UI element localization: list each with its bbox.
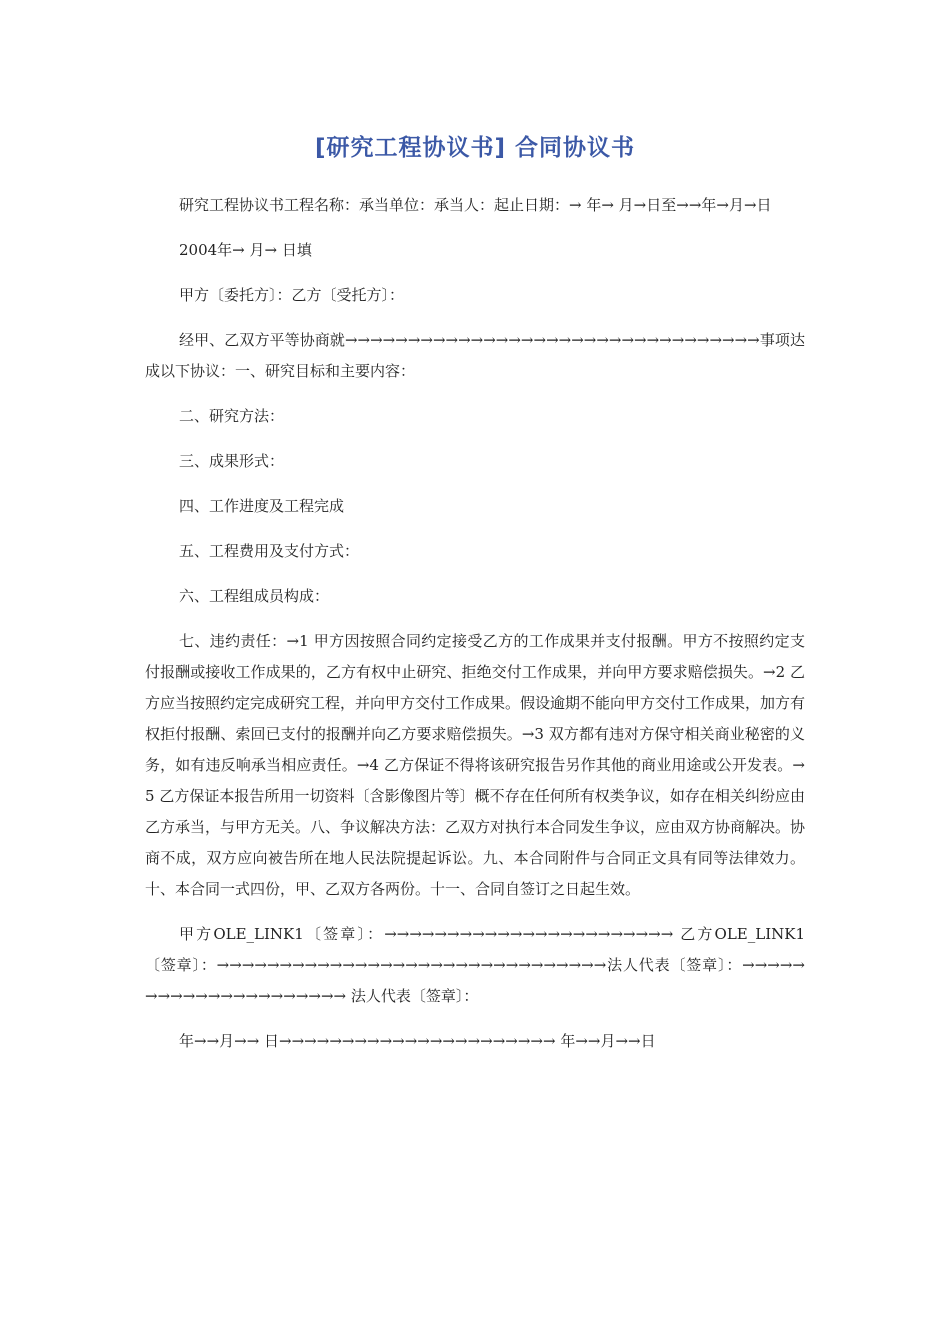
- fill-date-paragraph: 2004年→ 月→ 日填: [179, 241, 312, 259]
- research-method-heading: 二、研究方法：: [179, 407, 285, 425]
- project-cost-heading: 五、工程费用及支付方式：: [179, 542, 360, 560]
- signature-paragraph: 甲方OLE_LINK1〔签章〕：→→→→→→→→→→→→→→→→→→→→→→→ 乙方OLE_LINK1〔签章〕：→→→→→→→→→→→→→→→→→→→→→→→→→→→→→→→法人代表〔签章〕：→→→→→→→→→→→→→→→→→→→→→ 法人代表〔签章〕：: [145, 925, 805, 1005]
- signature-date-paragraph: 年→→月→→ 日→→→→→→→→→→→→→→→→→→→→→→ 年→→月→→日: [179, 1032, 656, 1050]
- project-info-paragraph: 研究工程协议书工程名称：承当单位：承当人：起止日期：→ 年→ 月→日至→→年→月→日: [179, 196, 772, 214]
- parties-paragraph: 甲方〔委托方〕：乙方〔受托方〕：: [179, 286, 405, 304]
- liability-paragraph: 七、违约责任：→1 甲方因按照合同约定接受乙方的工作成果并支付报酬。甲方不按照约定支付报酬或接收工作成果的，乙方有权中止研究、拒绝交付工作成果，并向甲方要求赔偿损失。→2 乙方应当按照约定完成研究工程，并向甲方交付工作成果。假设逾期不能向甲方交付工作成果，加方有权拒付报酬、索回已支付的报酬并向乙方要求赔偿损失。→3 双方都有违对方保守相关商业秘密的义务，如有违反响承当相应责任。→4 乙方保证不得将该研究报告另作其他的商业用途或公开发表。→5 乙方保证本报告所用一切资料〔含影像图片等〕概不存在任何所有权类争议，如存在相关纠纷应由乙方承当，与甲方无关。八、争议解决方法：乙双方对执行本合同发生争议，应由双方协商解决。协商不成，双方应向被告所在地人民法院提起诉讼。九、本合同附件与合同正文具有同等法律效力。十、本合同一式四份，甲、乙双方各两份。十一、合同自签订之日起生效。: [145, 632, 806, 898]
- team-members-heading: 六、工程组成员构成：: [179, 587, 330, 605]
- agreement-intro-paragraph: 经甲、乙双方平等协商就→→→→→→→→→→→→→→→→→→→→→→→→→→→→→→→→→事项达成以下协议：一、研究目标和主要内容：: [145, 331, 805, 380]
- result-form-heading: 三、成果形式：: [179, 452, 285, 470]
- document-page: [145, 128, 805, 1071]
- work-progress-heading: 四、工作进度及工程完成: [179, 497, 345, 515]
- document-title: [研究工程协议书] 合同协议书: [314, 135, 636, 161]
